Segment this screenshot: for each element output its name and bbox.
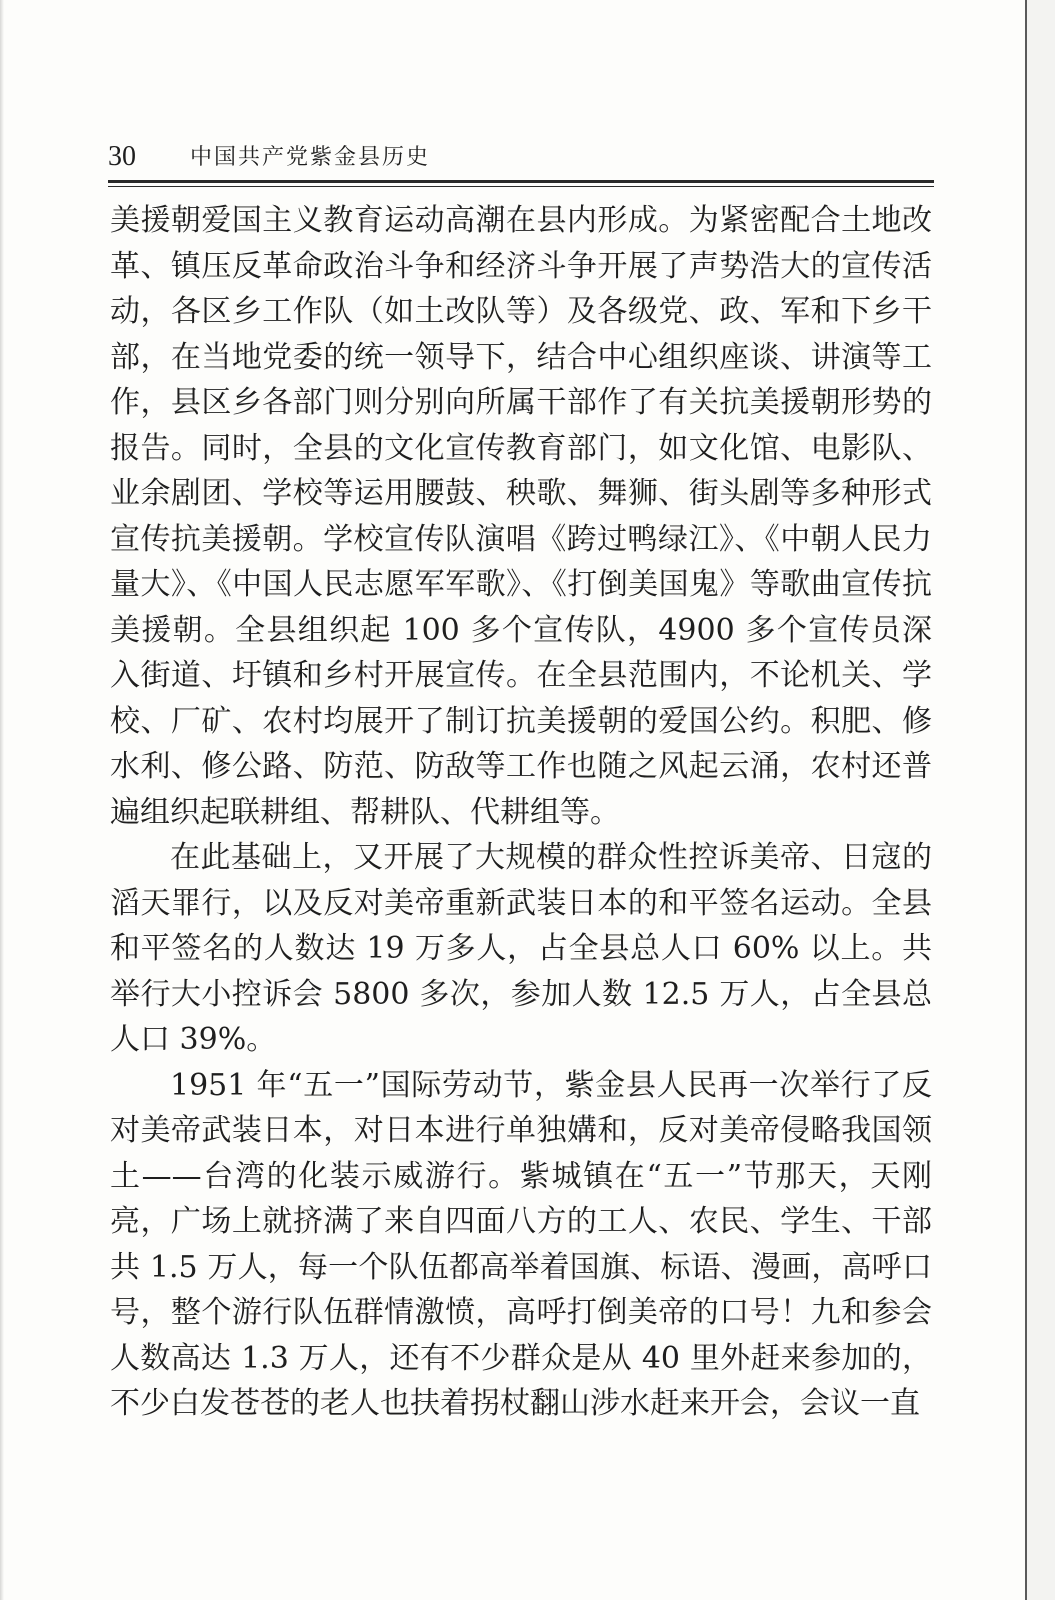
running-header — [108, 140, 934, 180]
running-title: 中国共产党紫金县历史 — [190, 145, 431, 170]
paragraph: 1951 年“五一”国际劳动节，紫金县人民再一次举行了反对美帝武装日本，对日本进行单独媾和，反对美帝侵略我国领土——台湾的化装示威游行。紫城镇在“五一”节那天，天刚亮，广场上就挤满了来自四面八方的工人、农民、学生、干部共 1.5 万人，每一个队伍都高举着国旗、标语、漫画，高呼口号，整个游行队伍群情激愤，高呼打倒美帝的口号！九和参会人数高达 1.3 万人，还有不少群众是从 40 里外赶来参加的，不少白发苍苍的老人也扶着拐杖翻山涉水赶来开会，会议一直 — [110, 1067, 932, 1421]
page-left-shadow — [0, 0, 4, 1600]
paragraph: 在此基础上，又开展了大规模的群众性控诉美帝、日寇的滔天罪行，以及反对美帝重新武装日本的和平签名运动。全县和平签名的人数达 19 万多人，占全县总人口 60% 以上。共举行大小控诉会 5800 多次，参加人数 12.5 万人，占全县总人口 39%。 — [110, 840, 932, 1057]
page-edge — [1025, 0, 1055, 1600]
body-text — [110, 198, 932, 1427]
header-rule-thin — [108, 186, 934, 187]
paragraph-continued: 美援朝爱国主义教育运动高潮在县内形成。为紧密配合土地改革、镇压反革命政治斗争和经济斗争开展了声势浩大的宣传活动，各区乡工作队（如土改队等）及各级党、政、军和下乡干部，在当地党委的统一领导下，结合中心组织座谈、讲演等工作，县区乡各部门则分别向所属干部作了有关抗美援朝形势的报告。同时，全县的文化宣传教育部门，如文化馆、电影队、业余剧团、学校等运用腰鼓、秧歌、舞狮、街头剧等多种形式宣传抗美援朝。学校宣传队演唱《跨过鸭绿江》、《中朝人民力量大》、《中国人民志愿军军歌》、《打倒美国鬼》等歌曲宣传抗美援朝。全县组织起 100 多个宣传队，4900 多个宣传员深入街道、圩镇和乡村开展宣传。在全县范围内，不论机关、学校、厂矿、农村均展开了制订抗美援朝的爱国公约。积肥、修水利、修公路、防范、防敌等工作也随之风起云涌，农村还普遍组织起联耕组、帮耕队、代耕组等。 — [110, 203, 932, 830]
page-number: 30 — [108, 141, 136, 172]
header-rule-thick — [108, 180, 934, 183]
